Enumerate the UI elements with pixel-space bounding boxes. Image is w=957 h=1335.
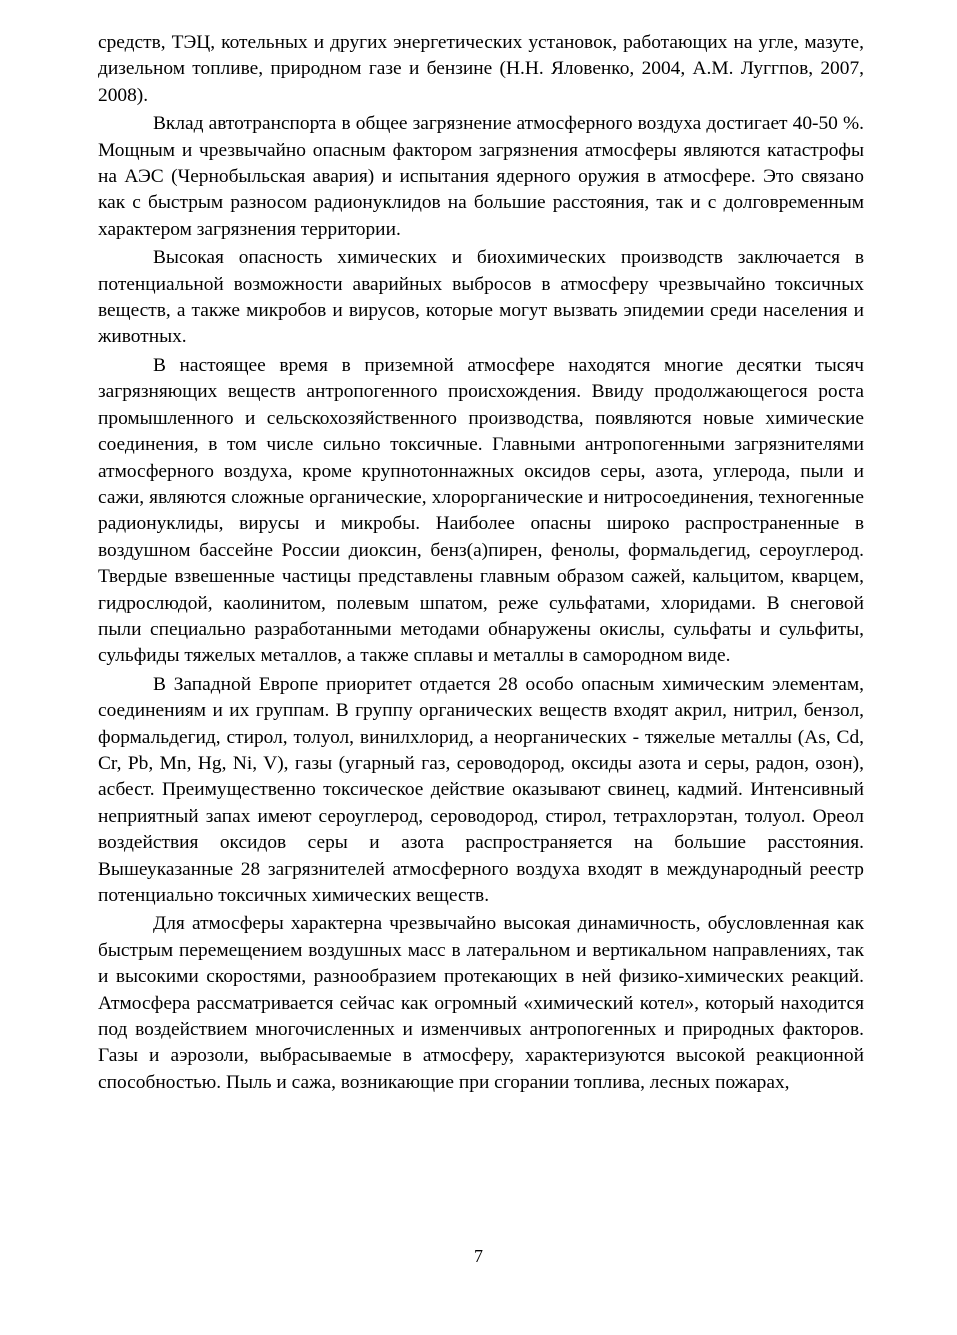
paragraph-western-europe: В Западной Европе приоритет отдается 28 особо опасным химическим элементам, соединениям и их группам. В группу органических веществ входят акрил, нитрил, бензол, формальдегид, стирол, толуол, винилхлорид, а неорганических - тяжелые металлы (As, Cd, Cr, Pb, Mn, Hg, Ni, V), газы (угарный газ, сероводород, оксиды азота и серы, радон, озон), асбест. Преимущественно токсическое действие оказывают свинец, кадмий. Интенсивный неприятный запах имеют сероуглерод, сероводород, стирол, тетрахлорэтан, толуол. Ореол воздействия оксидов серы и азота распространяется на большие расстояния. Вышеуказанные 28 загрязнителей атмосферного воздуха входят в международный реестр потенциально токсичных химических веществ. (98, 673, 864, 906)
paragraph-transport: Вклад автотранспорта в общее загрязнение атмосферного воздуха достигает 40-50 %. Мощным и чрезвычайно опасным фактором загрязнения атмосферы являются катастрофы на АЭС (Чернобыльская авария) и испытания ядерного оружия в атмосфере. Это связано как с быстрым разносом радионуклидов на большие расстояния, так и с долговременным характером загрязнения территории. (98, 113, 864, 240)
paragraph-chemical-production: Высокая опасность химических и биохимических производств заключается в потенциальной возможности аварийных выбросов в атмосферу чрезвычайно токсичных веществ, а также микробов и вирусов, которые могут вызвать эпидемии среди населения и животных. (98, 247, 864, 348)
paragraph-pollutants: В настоящее время в приземной атмосфере находятся многие десятки тысяч загрязняющих веществ антропогенного происхождения. Ввиду продолжающегося роста промышленного и сельскохозяйственного производства, появляются новые химические соединения, в том числе сильно токсичные. Главными антропогенными загрязнителями атмосферного воздуха, кроме крупнотоннажных оксидов серы, азота, углерода, пыли и сажи, являются сложные органические, хлорорганические и нитросоединения, техногенные радионуклиды, вирусы и микробы. Наиболее опасны широко распространенные в воздушном бассейне России диоксин, бенз(а)пирен, фенолы, формальдегид, сероуглерод. Твердые взвешенные частицы представлены главным образом сажей, кальцитом, кварцем, гидрослюдой, каолинитом, полевым шпатом, реже сульфатами, хлоридами. В снеговой пыли специально разработанными методами обнаружены окислы, сульфаты и сульфиты, сульфиды тяжелых металлов, а также сплавы и металлы в самородном виде. (98, 354, 864, 667)
document-body (98, 30, 864, 1096)
paragraph-continuation: средств, ТЭЦ, котельных и других энергетических установок, работающих на угле, мазуте, дизельном топливе, природном газе и бензине (Н.Н. Яловенко, 2004, А.М. Луггпов, 2007, 2008). (98, 32, 864, 106)
paragraph-atmosphere-dynamics: Для атмосферы характерна чрезвычайно высокая динамичность, обусловленная как быстрым перемещением воздушных масс в латеральном и вертикальном направлениях, так и высокими скоростями, разнообразием протекающих в ней физико-химических реакций. Атмосфера рассматривается сейчас как огромный «химический котел», который находится под воздействием многочисленных и изменчивых антропогенных и природных факторов. Газы и аэрозоли, выбрасываемые в атмосферу, характеризуются высокой реакционной способностью. Пыль и сажа, возникающие при сгорании топлива, лесных пожарах, (98, 913, 864, 1093)
page-number: 7 (474, 1246, 483, 1266)
